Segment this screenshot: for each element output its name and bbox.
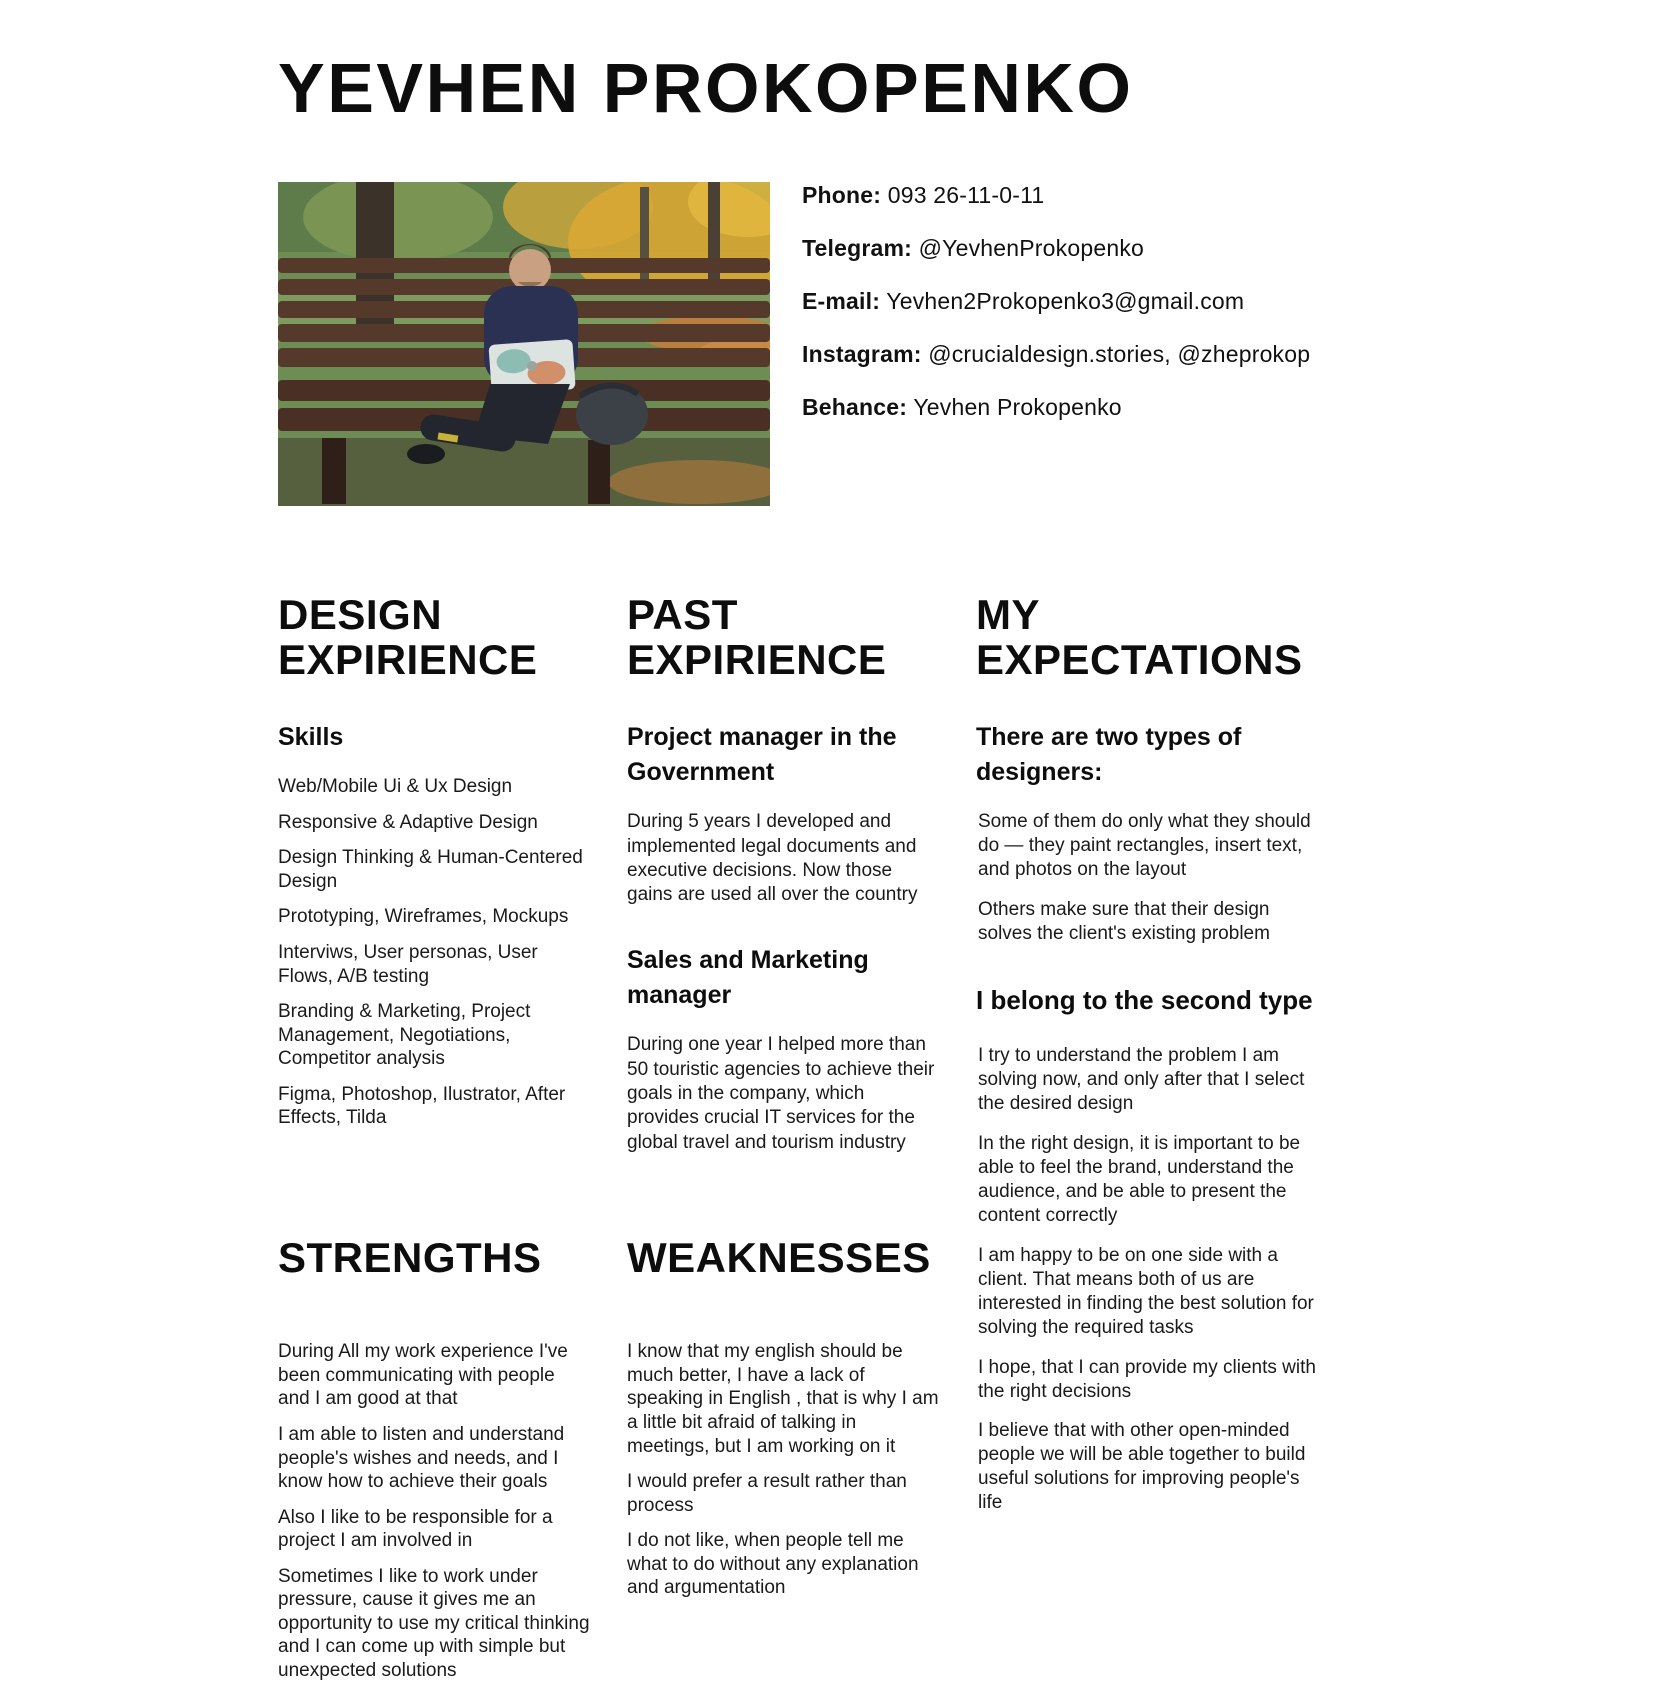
past-experience-title: PAST EXPIRIENCE [627,590,887,683]
strengths-title: STRENGTHS [278,1234,542,1282]
top-row [278,182,1320,506]
section-my-expectations [976,592,1316,1695]
expectation-paragraph: In the right design, it is important to be able to feel the brand, understand the audience, and be able to present the content correctly [978,1133,1301,1226]
bench-leg [588,440,610,504]
profile-photo [278,182,770,506]
second-type-subheading: I belong to the second type [976,984,1313,1015]
profile-photo-illustration [278,182,770,506]
sections-grid [278,592,1320,1695]
strength-paragraph: Also I like to be responsible for a project I am involved in [278,1506,553,1552]
expectation-paragraph: I believe that with other open-minded people we will be able together to build useful solutions for improving people's life [978,1420,1306,1514]
contact-behance-value: Yevhen Prokopenko [913,393,1122,420]
contact-list [802,182,1310,449]
contact-telegram-value: @YevhenProkopenko [918,234,1145,261]
weakness-paragraph: I do not like, when people tell me what to do without any explanation and argumentation [627,1530,919,1599]
contact-instagram-value: @crucialdesign.stories, @zheprokop [928,340,1311,367]
job-title: Project manager in the Government [627,723,897,787]
contact-telegram [802,234,1310,261]
job-entry [627,720,939,907]
weakness-paragraph: I would prefer a result rather than process [627,1471,907,1516]
expectation-paragraph: Some of them do only what they should do — they paint rectangles, insert text, and photos on the layout [978,811,1311,881]
bench-leg [322,438,346,504]
section-past-experience [627,592,939,1192]
backpack [576,383,648,445]
expectations-two-types [976,720,1316,946]
contact-email [802,287,1310,314]
skill-item: Design Thinking & Human-Centered Design [278,847,583,892]
skill-item: Responsive & Adaptive Design [278,811,538,833]
job-entry [627,943,939,1155]
expectation-paragraph: I am happy to be on one side with a client. That means both of us are interested in finding the best solution for solving the required tasks [978,1244,1314,1338]
contact-behance [802,393,1310,420]
design-experience-title: DESIGN EXPIRIENCE [278,590,538,683]
shoe [407,444,445,464]
two-types-subheading: There are two types of designers: [976,723,1242,787]
section-design-experience [278,592,590,1192]
contact-phone-label: Phone: [802,181,882,208]
skill-item: Web/Mobile Ui & Ux Design [278,776,513,798]
contact-phone-value: 093 26-11-0-11 [887,181,1045,208]
contact-instagram [802,340,1311,367]
job-description: During 5 years I developed and implemented legal documents and executive decisions. Now those gains are used all over the country [627,811,918,906]
section-strengths [278,1235,590,1694]
contact-telegram-label: Telegram: [802,234,913,261]
strength-paragraph: During All my work experience I've been communicating with people and I am good at that [278,1341,568,1410]
strength-paragraph: I am able to listen and understand people's wishes and needs, and I know how to achieve their goals [278,1424,565,1493]
skill-item: Prototyping, Wireframes, Mockups [278,906,569,928]
job-title: Sales and Marketing manager [627,946,869,1010]
skill-item: Interviws, User personas, User Flows, A/B testing [278,941,538,987]
expectation-paragraph: I try to understand the problem I am solving now, and only after that I select the desired design [978,1045,1305,1115]
expectation-paragraph: I hope, that I can provide my clients with the right decisions [978,1356,1316,1402]
contact-email-label: E-mail: [802,287,881,314]
expectations-second-type [976,982,1316,1515]
skill-item: Figma, Photoshop, Ilustrator, After Effects, Tilda [278,1083,566,1129]
contact-email-value: Yevhen2Prokopenko3@gmail.com [886,287,1245,314]
strength-paragraph: Sometimes I like to work under pressure, cause it gives me an opportunity to use my critical thinking and I can come up with simple but unexpected solutions [278,1565,590,1681]
section-weaknesses [627,1235,939,1694]
expectation-paragraph: Others make sure that their design solves the client's existing problem [978,899,1270,944]
skills-list [278,775,590,1130]
contact-phone [802,181,1310,208]
weaknesses-title: WEAKNESSES [627,1234,931,1282]
my-expectations-title: MY EXPECTATIONS [976,590,1303,683]
skill-item: Branding & Marketing, Project Management, Negotiations, Competitor analysis [278,1001,531,1070]
weakness-paragraph: I know that my english should be much better, I have a lack of speaking in English , that is why I am a little bit afraid of talking in meetings, but I am working on it [627,1341,939,1457]
resume-page [278,49,1320,1695]
page-title: YEVHEN PROKOPENKO [278,49,1134,127]
contact-instagram-label: Instagram: [802,340,922,367]
job-description: During one year I helped more than 50 touristic agencies to achieve their goals in the company, which provides crucial IT services for the global travel and tourism industry [627,1034,935,1153]
contact-behance-label: Behance: [802,393,908,420]
skills-subheading: Skills [278,723,344,752]
